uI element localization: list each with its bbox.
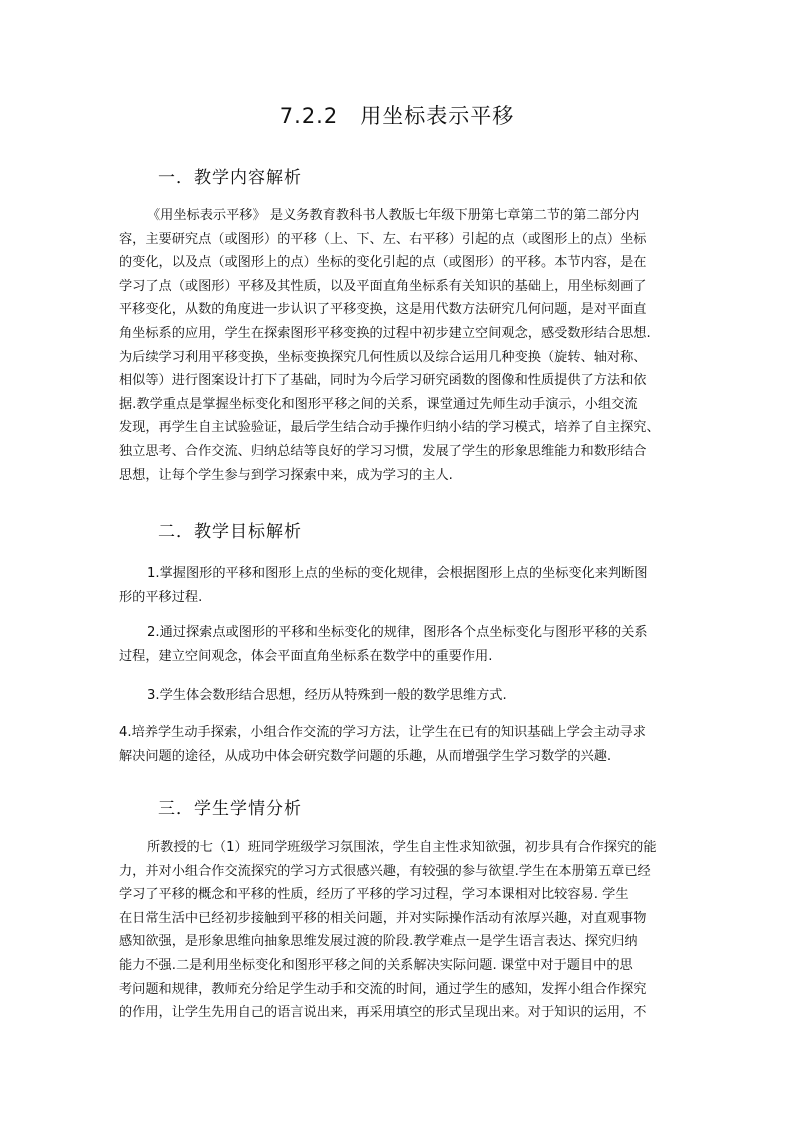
paragraph-line: 独立思考、合作交流、归纳总结等良好的学习习惯，发展了学生的形象思维能力和数形结合	[119, 443, 647, 459]
student-analysis-paragraph	[119, 836, 679, 1025]
section-heading-student-analysis: 三．学生学情分析	[158, 799, 302, 819]
paragraph-line: 的变化，以及点（或图形上的点）坐标的变化引起的点（或图形）的平移。本节内容，是在	[119, 255, 647, 271]
objective-line: 形的平移过程.	[119, 589, 203, 605]
objective-line: 过程，建立空间观念，体会平面直角坐标系在数学中的重要作用.	[119, 648, 493, 664]
paragraph-line: 学习了点（或图形）平移及其性质，以及平面直角坐标系有关知识的基础上，用坐标刻画了	[119, 278, 647, 294]
paragraph-line: 容，主要研究点（或图形）的平移（上、下、左、右平移）引起的点（或图形上的点）坐标	[119, 231, 647, 247]
objective-item-1	[119, 562, 679, 609]
section-heading-content-analysis: 一．教学内容解析	[158, 168, 302, 188]
paragraph-line: 为后续学习利用平移变换，坐标变换探究几何性质以及综合运用几种变换（旋转、轴对称、	[119, 349, 647, 365]
objective-line: 1.掌握图形的平移和图形上点的坐标的变化规律，会根据图形上点的坐标变化来判断图	[147, 566, 648, 581]
objective-line: 3.学生体会数形结合思想，经历从特殊到一般的数学思维方式.	[147, 688, 507, 703]
paragraph-line: 角坐标系的应用，学生在探索图形平移变换的过程中初步建立空间观念，感受数形结合思想.	[119, 325, 651, 341]
paragraph-line: 《用坐标表示平移》 是义务教育教科书人教版七年级下册第七章第二节的第二部分内	[147, 208, 640, 223]
paragraph-line: 相似等）进行图案设计打下了基础，同时为今后学习研究函数的图像和性质提供了方法和依	[119, 373, 647, 389]
paragraph-line: 在日常生活中已经初步接触到平移的相关问题，并对实际操作活动有浓厚兴趣，对直观事物	[119, 910, 647, 926]
paragraph-line: 所教授的七（1）班同学班级学习氛围浓，学生自主性求知欲强，初步具有合作探究的能	[147, 840, 657, 855]
objective-item-4	[119, 721, 679, 768]
objective-line: 4.培养学生动手探索，小组合作交流的学习方法，让学生在已有的知识基础上学会主动寻求	[119, 725, 646, 740]
content-analysis-paragraph	[119, 204, 679, 487]
paragraph-line: 力，并对小组合作交流探究的学习方式很感兴趣，有较强的参与欲望.学生在本册第五章已经	[119, 863, 651, 879]
paragraph-line: 发现，再学生自主试验验证，最后学生结合动手操作归纳小结的学习模式，培养了自主探究、	[119, 420, 660, 436]
paragraph-line: 学习了平移的概念和平移的性质，经历了平移的学习过程，学习本课相对比较容易. 学生	[119, 887, 629, 903]
paragraph-line: 思想，让每个学生参与到学习探索中来，成为学习的主人.	[119, 467, 453, 483]
paragraph-line: 据.教学重点是掌握坐标变化和图形平移之间的关系，课堂通过先师生动手演示，小组交流	[119, 396, 638, 412]
paragraph-line: 能力不强.二是利用坐标变化和图形平移之间的关系解决实际问题. 课堂中对于题目中的思	[119, 957, 633, 973]
page-title: 7.2.2 用坐标表示平移	[279, 104, 515, 128]
objective-item-2	[119, 621, 679, 668]
paragraph-line: 的作用，让学生先用自己的语言说出来，再采用填空的形式呈现出来。对于知识的运用，不	[119, 1005, 647, 1021]
objective-line: 解决问题的途径，从成功中体会研究数学问题的乐趣，从而增强学生学习数学的兴趣.	[119, 748, 612, 764]
paragraph-line: 感知欲强，是形象思维向抽象思维发展过渡的阶段.教学难点一是学生语言表达、探究归纳	[119, 934, 638, 950]
paragraph-line: 平移变化，从数的角度进一步认识了平移变换，这是用代数方法研究几何问题，是对平面直	[119, 302, 647, 318]
section-heading-objectives: 二．教学目标解析	[158, 522, 302, 542]
objective-item-3	[119, 684, 679, 708]
paragraph-line: 考问题和规律，教师充分给足学生动手和交流的时间，通过学生的感知，发挥小组合作探究	[119, 981, 647, 997]
objective-line: 2.通过探索点或图形的平移和坐标变化的规律，图形各个点坐标变化与图形平移的关系	[147, 625, 648, 640]
